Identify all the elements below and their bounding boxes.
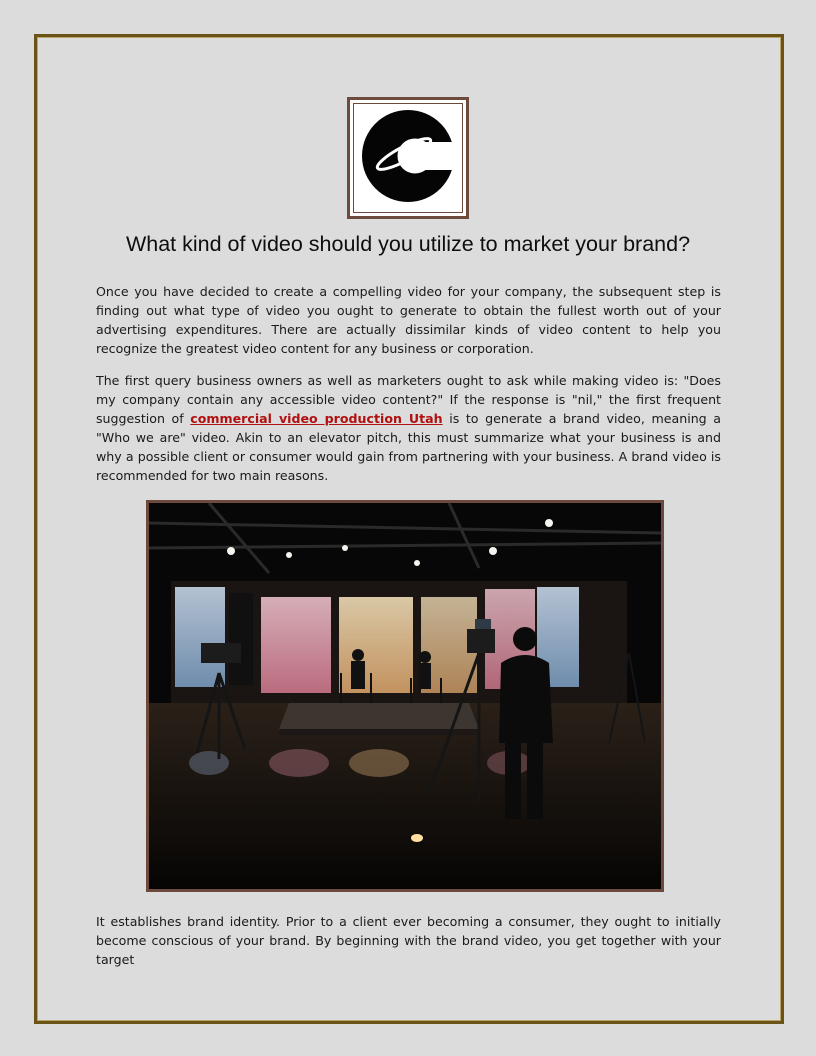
c-planet-logo-icon	[360, 108, 456, 204]
tv-studio-interview-photo	[146, 500, 664, 892]
company-logo	[347, 97, 469, 219]
commercial-video-production-link[interactable]: commercial video production Utah	[190, 411, 443, 427]
paragraph-text: The first query business owners as well as marketers ought to ask while making video is: "Does my company contain any accessible video content?" If the response is "nil," the first frequent suggestion of	[96, 373, 721, 427]
studio-scene	[149, 503, 661, 889]
paragraph-text: is to generate a brand video, meaning a "Who we are" video. Akin to an elevator pitch, this must summarize what your business is and why a possible client or consumer would gain from partnering with your business. A brand video is recommended for two main reasons.	[96, 411, 721, 484]
paragraph-brand-identity: It establishes brand identity. Prior to a client ever becoming a consumer, they ought to initially become conscious of your brand. By beginning with the brand video, you get together with your target	[96, 914, 721, 968]
paragraph-intro: Once you have decided to create a compelling video for your company, the subsequent step is finding out what type of video you ought to generate to obtain the fullest worth out of your advertising expenditures. There are actually dissimilar kinds of video content to help you recognize the greatest video content for any business or corporation.	[96, 284, 721, 357]
document-title: What kind of video should you utilize to market your brand?	[125, 232, 691, 256]
paragraph-brand-video	[96, 371, 721, 486]
